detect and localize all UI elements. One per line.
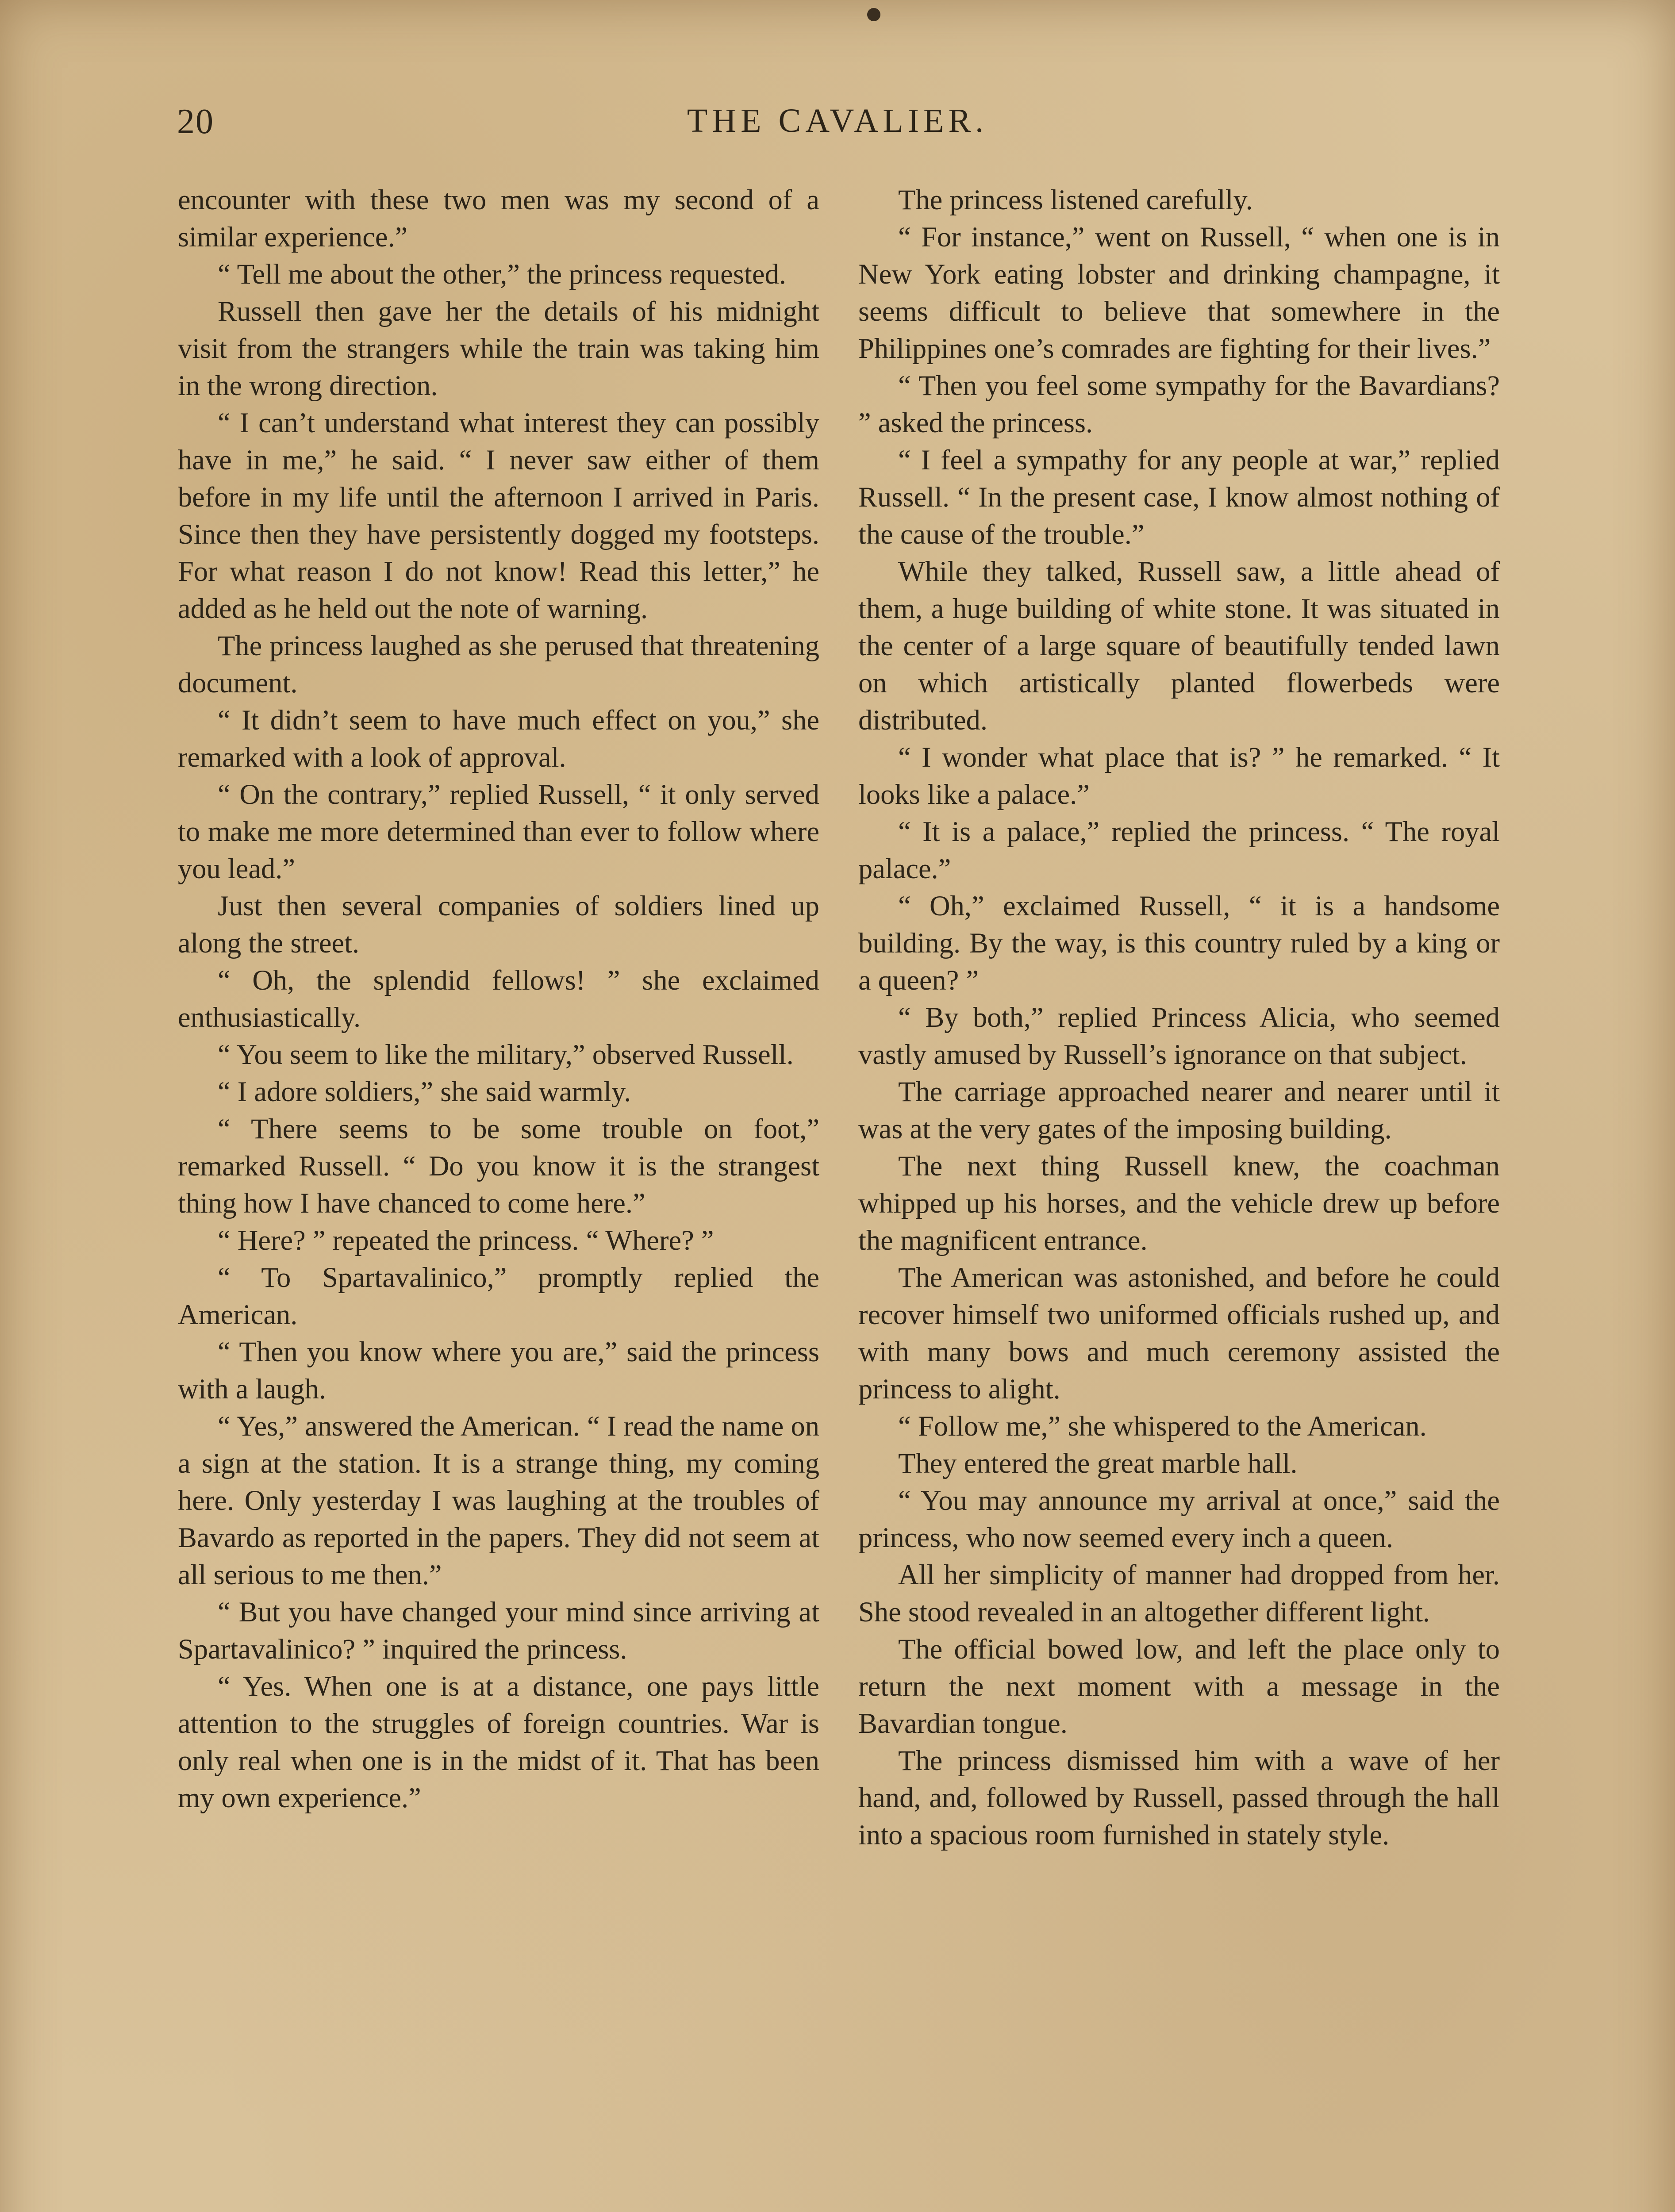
paragraph: “ I wonder what place that is? ” he remarked. “ It looks like a palace.”	[858, 741, 1500, 810]
paragraph: The princess dismissed him with a wave of her hand, and, followed by Russell, passed through the hall into a spacious room furnished in stately style.	[858, 1745, 1500, 1851]
paragraph: “ Follow me,” she whispered to the American.	[898, 1410, 1427, 1442]
paragraph: “ It is a palace,” replied the princess. “ The royal palace.”	[858, 816, 1500, 884]
paragraph: “ By both,” replied Princess Alicia, who seemed vastly amused by Russell’s ignorance on that subject.	[858, 1002, 1500, 1070]
paragraph: “ For instance,” went on Russell, “ when one is in New York eating lobster and drinking champagne, it seems difficult to believe that somewhere in the Philippines one’s comrades are fighting for their lives.”	[858, 221, 1500, 364]
paragraph: “ There seems to be some trouble on foot,” remarked Russell. “ Do you know it is the strangest thing how I have chanced to come here.”	[178, 1113, 819, 1219]
paragraph: “ But you have changed your mind since arriving at Spartavalinico? ” inquired the princess.	[178, 1596, 819, 1665]
paragraph: “ Oh,” exclaimed Russell, “ it is a handsome building. By the way, is this country ruled by a king or a queen? ”	[858, 890, 1500, 996]
paragraph: “ Then you know where you are,” said the princess with a laugh.	[178, 1336, 819, 1405]
paragraph: “ Yes,” answered the American. “ I read the name on a sign at the station. It is a strange thing, my coming here. Only yesterday I was laughing at the troubles of Bavardo as reported in the papers. They did not seem at all serious to me then.”	[178, 1410, 819, 1590]
paragraph: The official bowed low, and left the place only to return the next moment with a message in the Bavardian tongue.	[858, 1633, 1500, 1739]
paragraph: “ To Spartavalinico,” promptly replied the American.	[178, 1262, 819, 1330]
paragraph: “ Then you feel some sympathy for the Bavardians? ” asked the princess.	[858, 370, 1500, 438]
page-number: 20	[177, 102, 214, 141]
paragraph: “ Yes. When one is at a distance, one pays little attention to the struggles of foreign countries. War is only real when one is in the midst of it. That has been my own experience.”	[178, 1671, 819, 1813]
paragraph: All her simplicity of manner had dropped from her. She stood revealed in an altogether different light.	[858, 1559, 1500, 1628]
paragraph: “ I feel a sympathy for any people at war,” replied Russell. “ In the present case, I know almost nothing of the cause of the trouble.”	[858, 444, 1500, 550]
paragraph: Just then several companies of soldiers lined up along the street.	[178, 890, 819, 959]
paragraph: “ Tell me about the other,” the princess requested.	[218, 258, 786, 290]
left-column	[178, 181, 819, 1816]
paragraph: “ I can’t understand what interest they can possibly have in me,” he said. “ I never saw either of them before in my life until the afternoon I arrived in Paris. Since then they have persistently dogged my footsteps. For what reason I do not know! Read this letter,” he added as he held out the note of warning.	[178, 407, 819, 624]
paragraph: The next thing Russell knew, the coachman whipped up his horses, and the vehicle drew up before the magnificent entrance.	[858, 1150, 1500, 1256]
ink-spot	[867, 8, 880, 21]
paragraph: “ You may announce my arrival at once,” said the princess, who now seemed every inch a queen.	[858, 1485, 1500, 1553]
paragraph: “ Here? ” repeated the princess. “ Where? ”	[218, 1225, 714, 1256]
paragraph: “ I adore soldiers,” she said warmly.	[218, 1076, 631, 1107]
paragraph: encounter with these two men was my second of a similar experience.”	[178, 184, 819, 253]
paragraph: The carriage approached nearer and nearer until it was at the very gates of the imposing building.	[858, 1076, 1500, 1144]
paragraph: “ You seem to like the military,” observed Russell.	[218, 1039, 794, 1070]
paragraph: “ It didn’t seem to have much effect on you,” she remarked with a look of approval.	[178, 704, 819, 773]
paragraph: “ On the contrary,” replied Russell, “ it only served to make me more determined than ever to follow where you lead.”	[178, 779, 819, 884]
paragraph: “ Oh, the splendid fellows! ” she exclaimed enthusiastically.	[178, 964, 819, 1033]
paragraph: While they talked, Russell saw, a little ahead of them, a huge building of white stone. It was situated in the center of a large square of beautifully tended lawn on which artistically planted flowerbeds were distributed.	[858, 556, 1500, 736]
paragraph: The princess laughed as she perused that threatening document.	[178, 630, 819, 699]
page-header	[177, 102, 1498, 155]
right-column	[858, 181, 1500, 1854]
paragraph: The princess listened carefully.	[898, 184, 1253, 215]
running-title: THE CAVALIER.	[687, 102, 988, 139]
paragraph: The American was astonished, and before he could recover himself two uniformed officials rushed up, and with many bows and much ceremony assisted the princess to alight.	[858, 1262, 1500, 1405]
paragraph: They entered the great marble hall.	[898, 1448, 1298, 1479]
paragraph: Russell then gave her the details of his midnight visit from the strangers while the train was taking him in the wrong direction.	[178, 296, 819, 401]
